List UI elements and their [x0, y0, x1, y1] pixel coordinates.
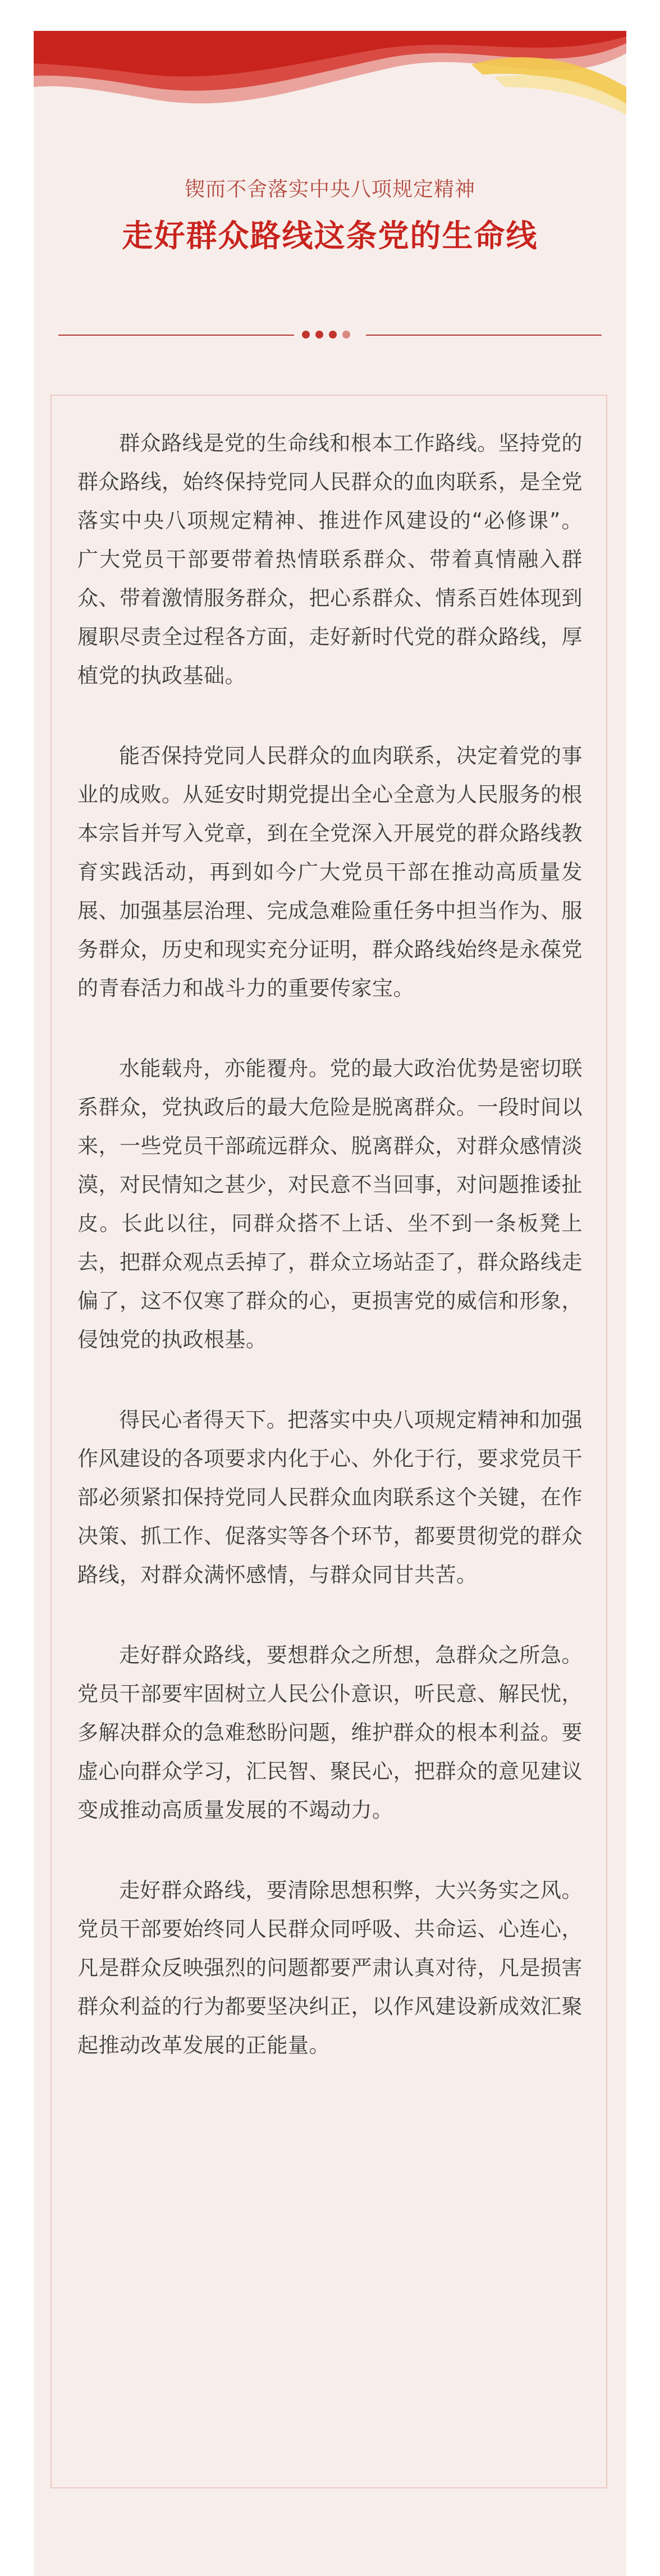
article-card — [51, 395, 607, 2488]
top-wave-banner — [34, 31, 626, 121]
article-paragraph: 群众路线是党的生命线和根本工作路线。坚持党的群众路线，始终保持党同人民群众的血肉联系，是全党落实中央八项规定精神、推进作风建设的“必修课”。广大党员干部要带着热情联系群众、带着真情融入群众、带着激情服务群众，把心系群众、情系百姓体现到履职尽责全过程各方面，走好新时代党的群众路线，厚植党的执政基础。 — [77, 431, 583, 688]
divider-line-left — [58, 335, 294, 336]
divider-dot — [342, 331, 350, 338]
poster — [34, 31, 626, 2576]
divider-dot — [329, 331, 337, 338]
article-paragraph: 能否保持党同人民群众的血肉联系，决定着党的事业的成败。从延安时期党提出全心全意为人民服务的根本宗旨并写入党章，到在全党深入开展党的群众路线教育实践活动，再到如今广大党员干部在推动高质量发展、加强基层治理、完成急难险重任务中担当作为、服务群众，历史和现实充分证明，群众路线始终是永葆党的青春活力和战斗力的重要传家宝。 — [77, 744, 583, 1000]
divider-dot — [302, 331, 310, 338]
article-paragraph: 得民心者得天下。把落实中央八项规定精神和加强作风建设的各项要求内化于心、外化于行，要求党员干部必须紧扣保持党同人民群众血肉联系这个关键，在作决策、抓工作、促落实等各个环节，都要贯彻党的群众路线，对群众满怀感情，与群众同甘共苦。 — [77, 1408, 583, 1587]
article-paragraph: 走好群众路线，要想群众之所想，急群众之所急。党员干部要牢固树立人民公仆意识，听民意、解民忧，多解决群众的急难愁盼问题，维护群众的根本利益。要虚心向群众学习，汇民智、聚民心，把群众的意见建议变成推动高质量发展的不竭动力。 — [77, 1643, 583, 1822]
article-paragraph: 水能载舟，亦能覆舟。党的最大政治优势是密切联系群众，党执政后的最大危险是脱离群众。一段时间以来，一些党员干部疏远群众、脱离群众，对群众感情淡漠，对民情知之甚少，对民意不当回事，对问题推诿扯皮。长此以往，同群众搭不上话、坐不到一条板凳上去，把群众观点丢掉了，群众立场站歪了，群众路线走偏了，这不仅寒了群众的心，更损害党的威信和形象，侵蚀党的执政根基。 — [77, 1056, 583, 1352]
divider-line-right — [366, 335, 602, 336]
article-body — [77, 424, 583, 2106]
title-divider — [58, 328, 602, 342]
article-paragraph: 走好群众路线，要清除思想积弊，大兴务实之风。党员干部要始终同人民群众同呼吸、共命运、心连心，凡是群众反映强烈的问题都要严肃认真对待，凡是损害群众利益的行为都要坚决纠正，以作风建设新成效汇聚起推动改革发展的正能量。 — [77, 1878, 583, 2057]
page-subtitle: 锲而不舍落实中央八项规定精神 — [184, 178, 475, 201]
divider-dot — [315, 331, 323, 338]
page-title: 走好群众路线这条党的生命线 — [122, 218, 538, 254]
divider-dots — [302, 331, 358, 340]
